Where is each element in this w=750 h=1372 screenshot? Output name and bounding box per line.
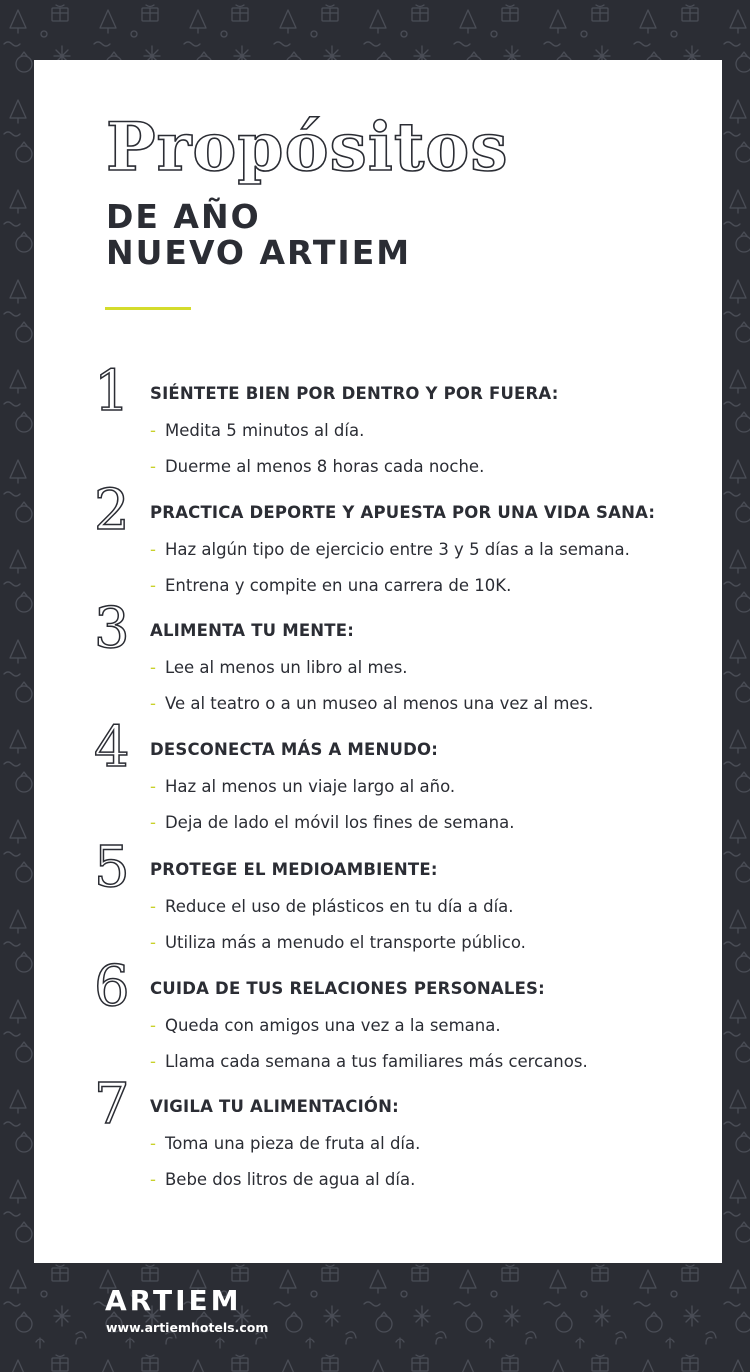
- resolution-7: [34, 1072, 722, 1215]
- resolution-number: 3: [94, 596, 130, 661]
- page-title: Propósitos: [106, 108, 509, 186]
- list-item: - Utiliza más a menudo el transporte público.: [150, 933, 526, 952]
- resolution-heading: PROTEGE EL MEDIOAMBIENTE:: [150, 860, 438, 879]
- resolution-heading: PRACTICA DEPORTE Y APUESTA POR UNA VIDA SANA:: [150, 503, 656, 522]
- resolution-heading: SIÉNTETE BIEN POR DENTRO Y POR FUERA:: [150, 384, 559, 403]
- brand-logo: ARTIEM: [105, 1284, 242, 1317]
- resolution-number: 5: [94, 835, 130, 900]
- list-item: - Lee al menos un libro al mes.: [150, 658, 408, 677]
- list-item: - Queda con amigos una vez a la semana.: [150, 1016, 501, 1035]
- resolution-number: 4: [94, 715, 130, 780]
- list-item: - Toma una pieza de fruta al día.: [150, 1134, 421, 1153]
- list-item: - Medita 5 minutos al día.: [150, 421, 365, 440]
- subtitle-line-2: NUEVO ARTIEM: [106, 233, 412, 272]
- resolution-number: 7: [94, 1072, 130, 1137]
- list-item: - Duerme al menos 8 horas cada noche.: [150, 457, 485, 476]
- accent-divider: [105, 307, 191, 310]
- resolution-number: 6: [94, 954, 130, 1019]
- resolution-number: 1: [94, 359, 130, 424]
- list-item: - Ve al teatro o a un museo al menos una vez al mes.: [150, 694, 594, 713]
- list-item: - Haz al menos un viaje largo al año.: [150, 777, 456, 796]
- website-link[interactable]: www.artiemhotels.com: [106, 1320, 269, 1335]
- content-card: [34, 60, 722, 1263]
- list-item: - Entrena y compite en una carrera de 10K.: [150, 576, 512, 595]
- resolution-heading: ALIMENTA TU MENTE:: [150, 621, 355, 640]
- resolution-number: 2: [94, 478, 130, 543]
- list-item: - Llama cada semana a tus familiares más cercanos.: [150, 1052, 588, 1071]
- resolution-heading: DESCONECTA MÁS A MENUDO:: [150, 740, 439, 759]
- list-item: - Reduce el uso de plásticos en tu día a día.: [150, 897, 514, 916]
- resolution-heading: CUIDA DE TUS RELACIONES PERSONALES:: [150, 979, 545, 998]
- list-item: - Deja de lado el móvil los fines de semana.: [150, 813, 515, 832]
- list-item: - Bebe dos litros de agua al día.: [150, 1170, 416, 1189]
- resolution-heading: VIGILA TU ALIMENTACIÓN:: [150, 1097, 399, 1116]
- list-item: - Haz algún tipo de ejercicio entre 3 y 5 días a la semana.: [150, 540, 630, 559]
- subtitle-line-1: DE AÑO: [106, 197, 261, 236]
